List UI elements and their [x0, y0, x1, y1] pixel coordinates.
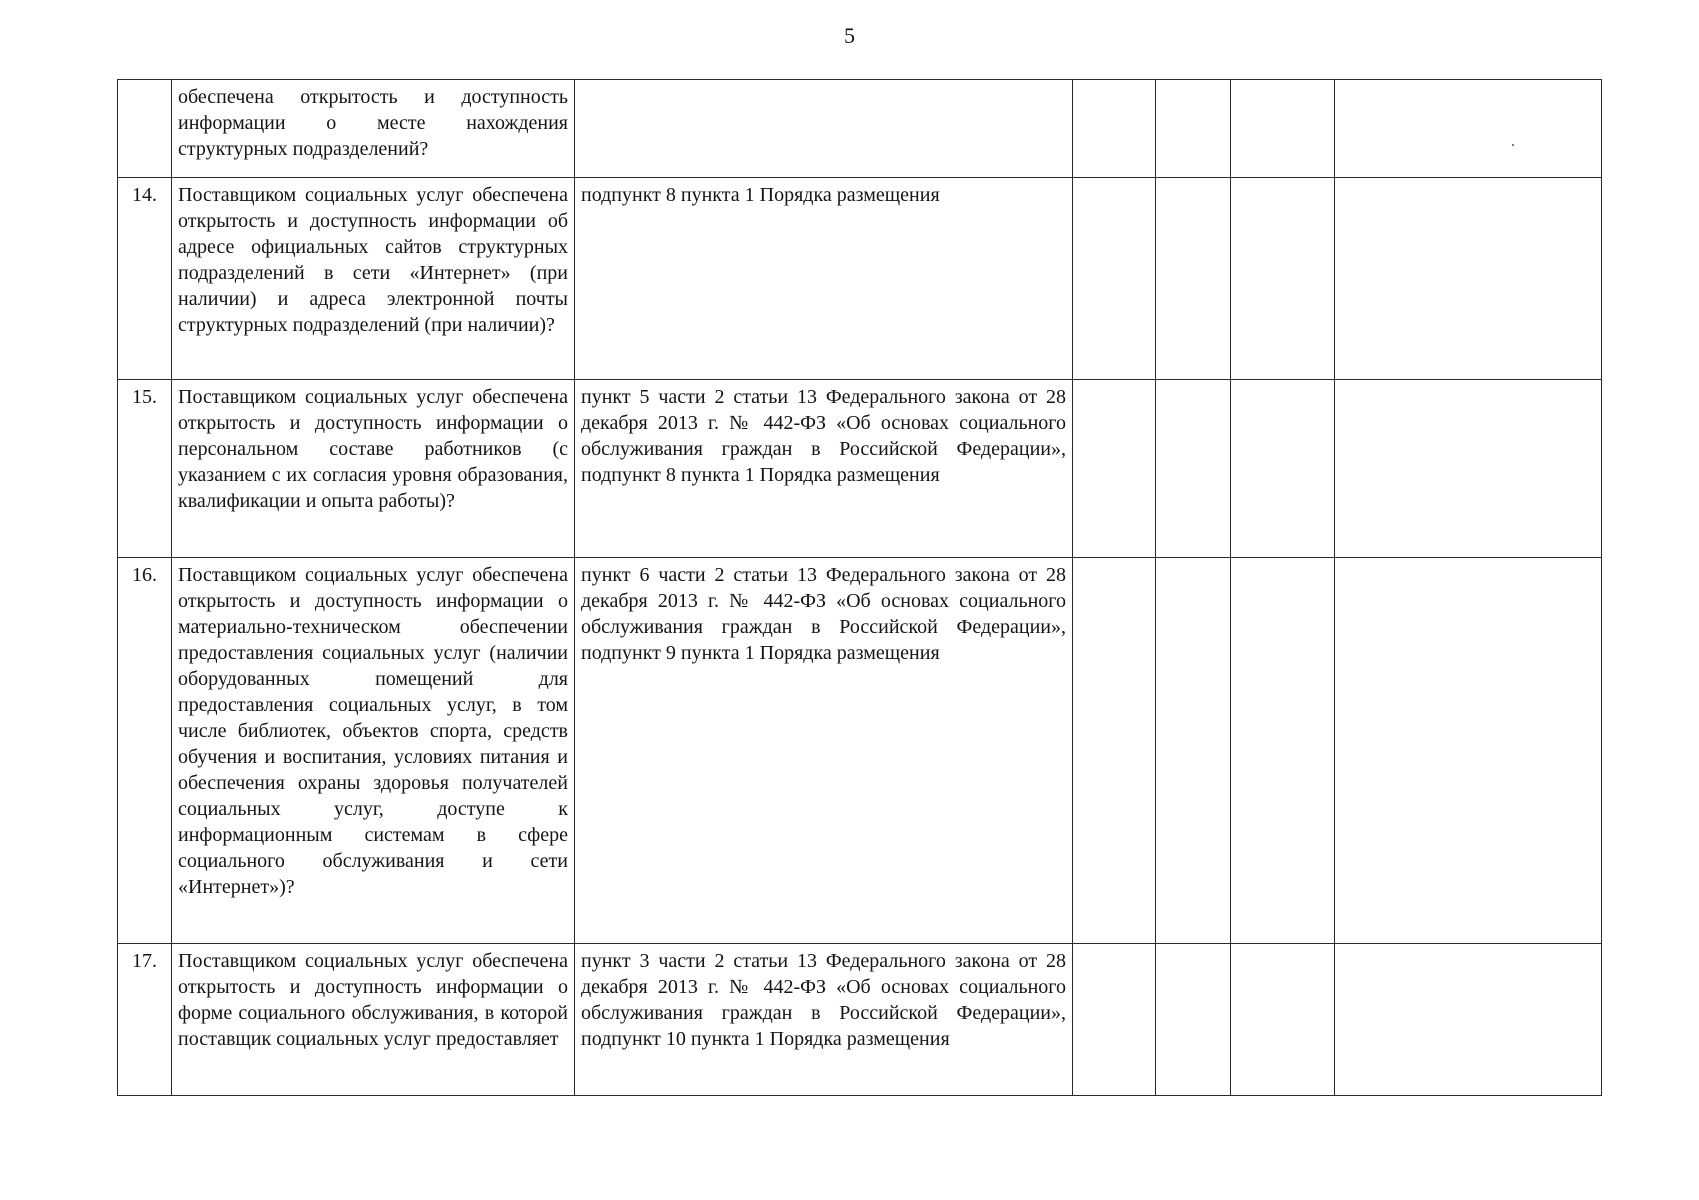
legal-basis-cell — [575, 80, 1073, 178]
notes-cell — [1335, 944, 1602, 1096]
answer-no-cell — [1156, 380, 1231, 558]
answer-no-cell — [1156, 80, 1231, 178]
answer-yes-cell — [1073, 178, 1156, 380]
question-cell: Поставщиком социальных услуг обеспечена открытость и доступность информации о персональном составе работников (с указанием с их согласия уровня образования, квалификации и опыта работы)? — [172, 380, 575, 558]
table-row — [118, 944, 1602, 1096]
table-row — [118, 80, 1602, 178]
notes-cell — [1335, 80, 1602, 178]
answer-no-cell — [1156, 178, 1231, 380]
row-number — [118, 80, 172, 178]
notes-cell — [1335, 380, 1602, 558]
answer-na-cell — [1231, 558, 1335, 944]
question-cell: Поставщиком социальных услуг обеспечена открытость и доступность информации о форме социального обслуживания, в которой поставщик социальных услуг предоставляет — [172, 944, 575, 1096]
answer-yes-cell — [1073, 558, 1156, 944]
question-cell: обеспечена открытость и доступность информации о месте нахождения структурных подразделений? — [172, 80, 575, 178]
question-cell: Поставщиком социальных услуг обеспечена открытость и доступность информации о материально-техническом обеспечении предоставления социальных услуг (наличии оборудованных помещений для предоставления социальных услуг, в том числе библиотек, объектов спорта, средств обучения и воспитания, условиях питания и обеспечения охраны здоровья получателей социальных услуг, доступе к информационным системам в сфере социального обслуживания и сети «Интернет»)? — [172, 558, 575, 944]
page-number: 5 — [844, 23, 855, 48]
legal-basis-cell: пункт 3 части 2 статьи 13 Федерального закона от 28 декабря 2013 г. № 442-ФЗ «Об основах социального обслуживания граждан в Российской Федерации», подпункт 10 пункта 1 Порядка размещения — [575, 944, 1073, 1096]
answer-yes-cell — [1073, 80, 1156, 178]
scan-speck — [1512, 144, 1514, 146]
answer-yes-cell — [1073, 380, 1156, 558]
legal-basis-cell: подпункт 8 пункта 1 Порядка размещения — [575, 178, 1073, 380]
notes-cell — [1335, 178, 1602, 380]
answer-na-cell — [1231, 80, 1335, 178]
question-cell: Поставщиком социальных услуг обеспечена открытость и доступность информации об адресе официальных сайтов структурных подразделений в сети «Интернет» (при наличии) и адреса электронной почты структурных подразделений (при наличии)? — [172, 178, 575, 380]
notes-cell — [1335, 558, 1602, 944]
answer-na-cell — [1231, 380, 1335, 558]
answer-yes-cell — [1073, 944, 1156, 1096]
answer-no-cell — [1156, 944, 1231, 1096]
table-row — [118, 178, 1602, 380]
answer-na-cell — [1231, 178, 1335, 380]
row-number: 14. — [118, 178, 172, 380]
checklist-table — [117, 79, 1602, 1096]
legal-basis-cell: пункт 6 части 2 статьи 13 Федерального закона от 28 декабря 2013 г. № 442-ФЗ «Об основах социального обслуживания граждан в Российской Федерации», подпункт 9 пункта 1 Порядка размещения — [575, 558, 1073, 944]
row-number: 17. — [118, 944, 172, 1096]
row-number: 15. — [118, 380, 172, 558]
answer-na-cell — [1231, 944, 1335, 1096]
row-number: 16. — [118, 558, 172, 944]
legal-basis-cell: пункт 5 части 2 статьи 13 Федерального закона от 28 декабря 2013 г. № 442-ФЗ «Об основах социального обслуживания граждан в Российской Федерации», подпункт 8 пункта 1 Порядка размещения — [575, 380, 1073, 558]
table-row — [118, 558, 1602, 944]
table-row — [118, 380, 1602, 558]
answer-no-cell — [1156, 558, 1231, 944]
